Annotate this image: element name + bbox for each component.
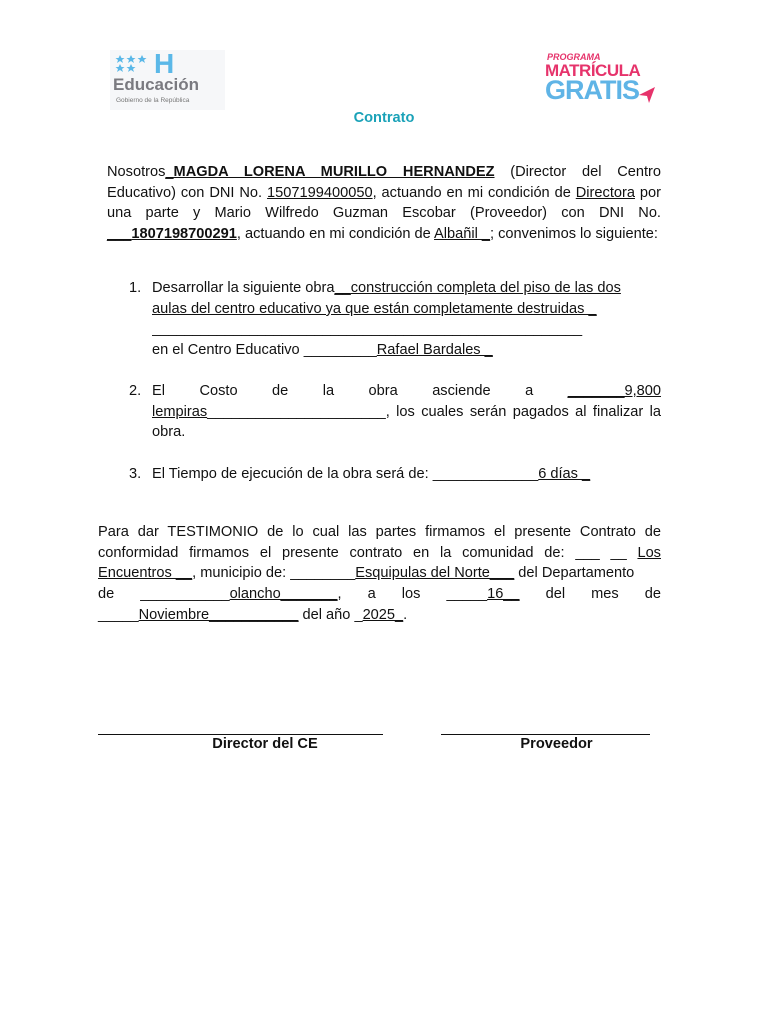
logo-gratis-text: GRATIS: [545, 75, 639, 105]
signature-label-provider: Proveedor: [520, 736, 593, 752]
closing-year-line: [98, 605, 661, 626]
item-line: [152, 340, 661, 361]
day-value: 16__: [487, 586, 520, 603]
item-line: [152, 278, 661, 299]
item-number: 1.: [129, 280, 142, 296]
blank: ___: [107, 226, 132, 243]
signature-line-director: [98, 734, 383, 735]
item-text: asciende: [432, 383, 491, 399]
signature-label-director: Director del CE: [212, 736, 318, 752]
item-number: 2.: [129, 383, 142, 399]
closing-text: de: [644, 586, 661, 603]
blank: _________: [303, 342, 377, 359]
logo-letter: H: [154, 48, 175, 79]
department-name: olancho_______: [229, 586, 338, 603]
matricula-gratis-logo: [545, 52, 663, 112]
blank: _: [165, 164, 174, 180]
closing-text: de: [98, 586, 115, 603]
education-logo: [110, 50, 225, 110]
closing-text: del Departamento: [514, 565, 635, 582]
director-name: MAGDA LORENA MURILLO HERNANDEZ: [173, 164, 495, 180]
provider-dni: 1807198700291: [131, 226, 237, 243]
provider-role: Albañil _: [434, 226, 491, 243]
blank: ________: [290, 565, 356, 582]
blank: _____: [446, 586, 488, 603]
blank: ______________________: [207, 403, 386, 420]
closing-text: .: [403, 606, 408, 623]
year-value: 2025_: [362, 606, 404, 623]
blank: ___________: [140, 586, 230, 603]
signature-line-provider: [441, 734, 650, 735]
blank: _____________: [432, 466, 539, 482]
closing-text-block: [98, 522, 661, 584]
item-text: Desarrollar la siguiente obra: [152, 280, 335, 296]
item-line: [152, 299, 661, 320]
item-text: a: [525, 383, 534, 399]
logo-program-text: PROGRAMA: [547, 52, 601, 62]
item-text: El: [152, 383, 165, 399]
logo-title: Educación: [113, 75, 199, 94]
school-name: Rafael Bardales _: [376, 342, 493, 359]
item-text: la: [322, 383, 335, 399]
closing-date-line: [98, 584, 661, 605]
blank: _: [354, 606, 363, 623]
item-text: de: [272, 383, 289, 399]
item-text: El Tiempo de ejecución de la obra será de:: [152, 466, 433, 482]
blank: ___ __: [575, 544, 638, 561]
closing-text: mes: [591, 586, 619, 603]
logo-matricula-text: MATRÍCULA: [545, 61, 641, 80]
work-description: aulas del centro educativo ya que están completamente destruidas _: [152, 300, 597, 317]
intro-paragraph: [107, 162, 661, 245]
list-item: [152, 381, 661, 443]
blank: __: [334, 280, 351, 296]
intro-text: , actuando en mi condición de: [236, 226, 435, 243]
blank: _____: [98, 606, 139, 623]
community-name: Los Encuentros __: [98, 544, 661, 582]
closing-text: los: [401, 586, 421, 603]
closing-text: , municipio de:: [192, 565, 291, 582]
document-title: Contrato: [353, 110, 415, 126]
item-text: obra: [368, 383, 398, 399]
director-dni: 1507199400050: [267, 184, 373, 201]
intro-text: (Director del Centro Educativo) con DNI No.: [107, 164, 661, 201]
closing-text: Para dar TESTIMONIO de lo cual las partes firmamos el presente Contrato de conformidad firmamos el presente contrato en la comunidad de:: [98, 524, 661, 561]
municipality-name: Esquipulas del Norte___: [355, 565, 515, 582]
cost-amount: _______9,800: [567, 383, 661, 399]
list-item: [152, 278, 661, 361]
director-role: Directora: [575, 184, 635, 201]
arrow-icon: [637, 85, 657, 105]
month-value: Noviembre___________: [138, 606, 299, 623]
closing-text: ,: [337, 586, 342, 603]
item-number: 3.: [129, 466, 142, 482]
item-text: en el Centro Educativo: [152, 342, 304, 359]
item-line: [152, 381, 661, 402]
item-text: Costo: [199, 383, 238, 399]
cost-currency: lempiras: [152, 403, 208, 420]
item-line: [152, 402, 661, 443]
logo-subtitle: Gobierno de la República: [116, 97, 190, 104]
duration: 6 días _: [538, 466, 591, 482]
intro-text: , actuando en mi condición de: [372, 184, 576, 201]
closing-text: del: [545, 586, 566, 603]
closing-paragraph: [98, 522, 661, 626]
blank-line: _____________________________________________________: [152, 321, 583, 338]
closing-text: a: [367, 586, 376, 603]
closing-text: del año: [298, 606, 355, 623]
item-text: , los cuales serán pagados al finalizar la obra.: [152, 403, 661, 441]
work-description: construcción completa del piso de las dos: [350, 280, 621, 296]
intro-text: ; convenimos lo siguiente:: [490, 226, 658, 243]
intro-text: Nosotros: [107, 164, 166, 180]
intro-text: por una parte y Mario Wilfredo Guzman Escobar (Proveedor) con DNI No.: [107, 184, 661, 222]
list-item: [152, 464, 661, 485]
